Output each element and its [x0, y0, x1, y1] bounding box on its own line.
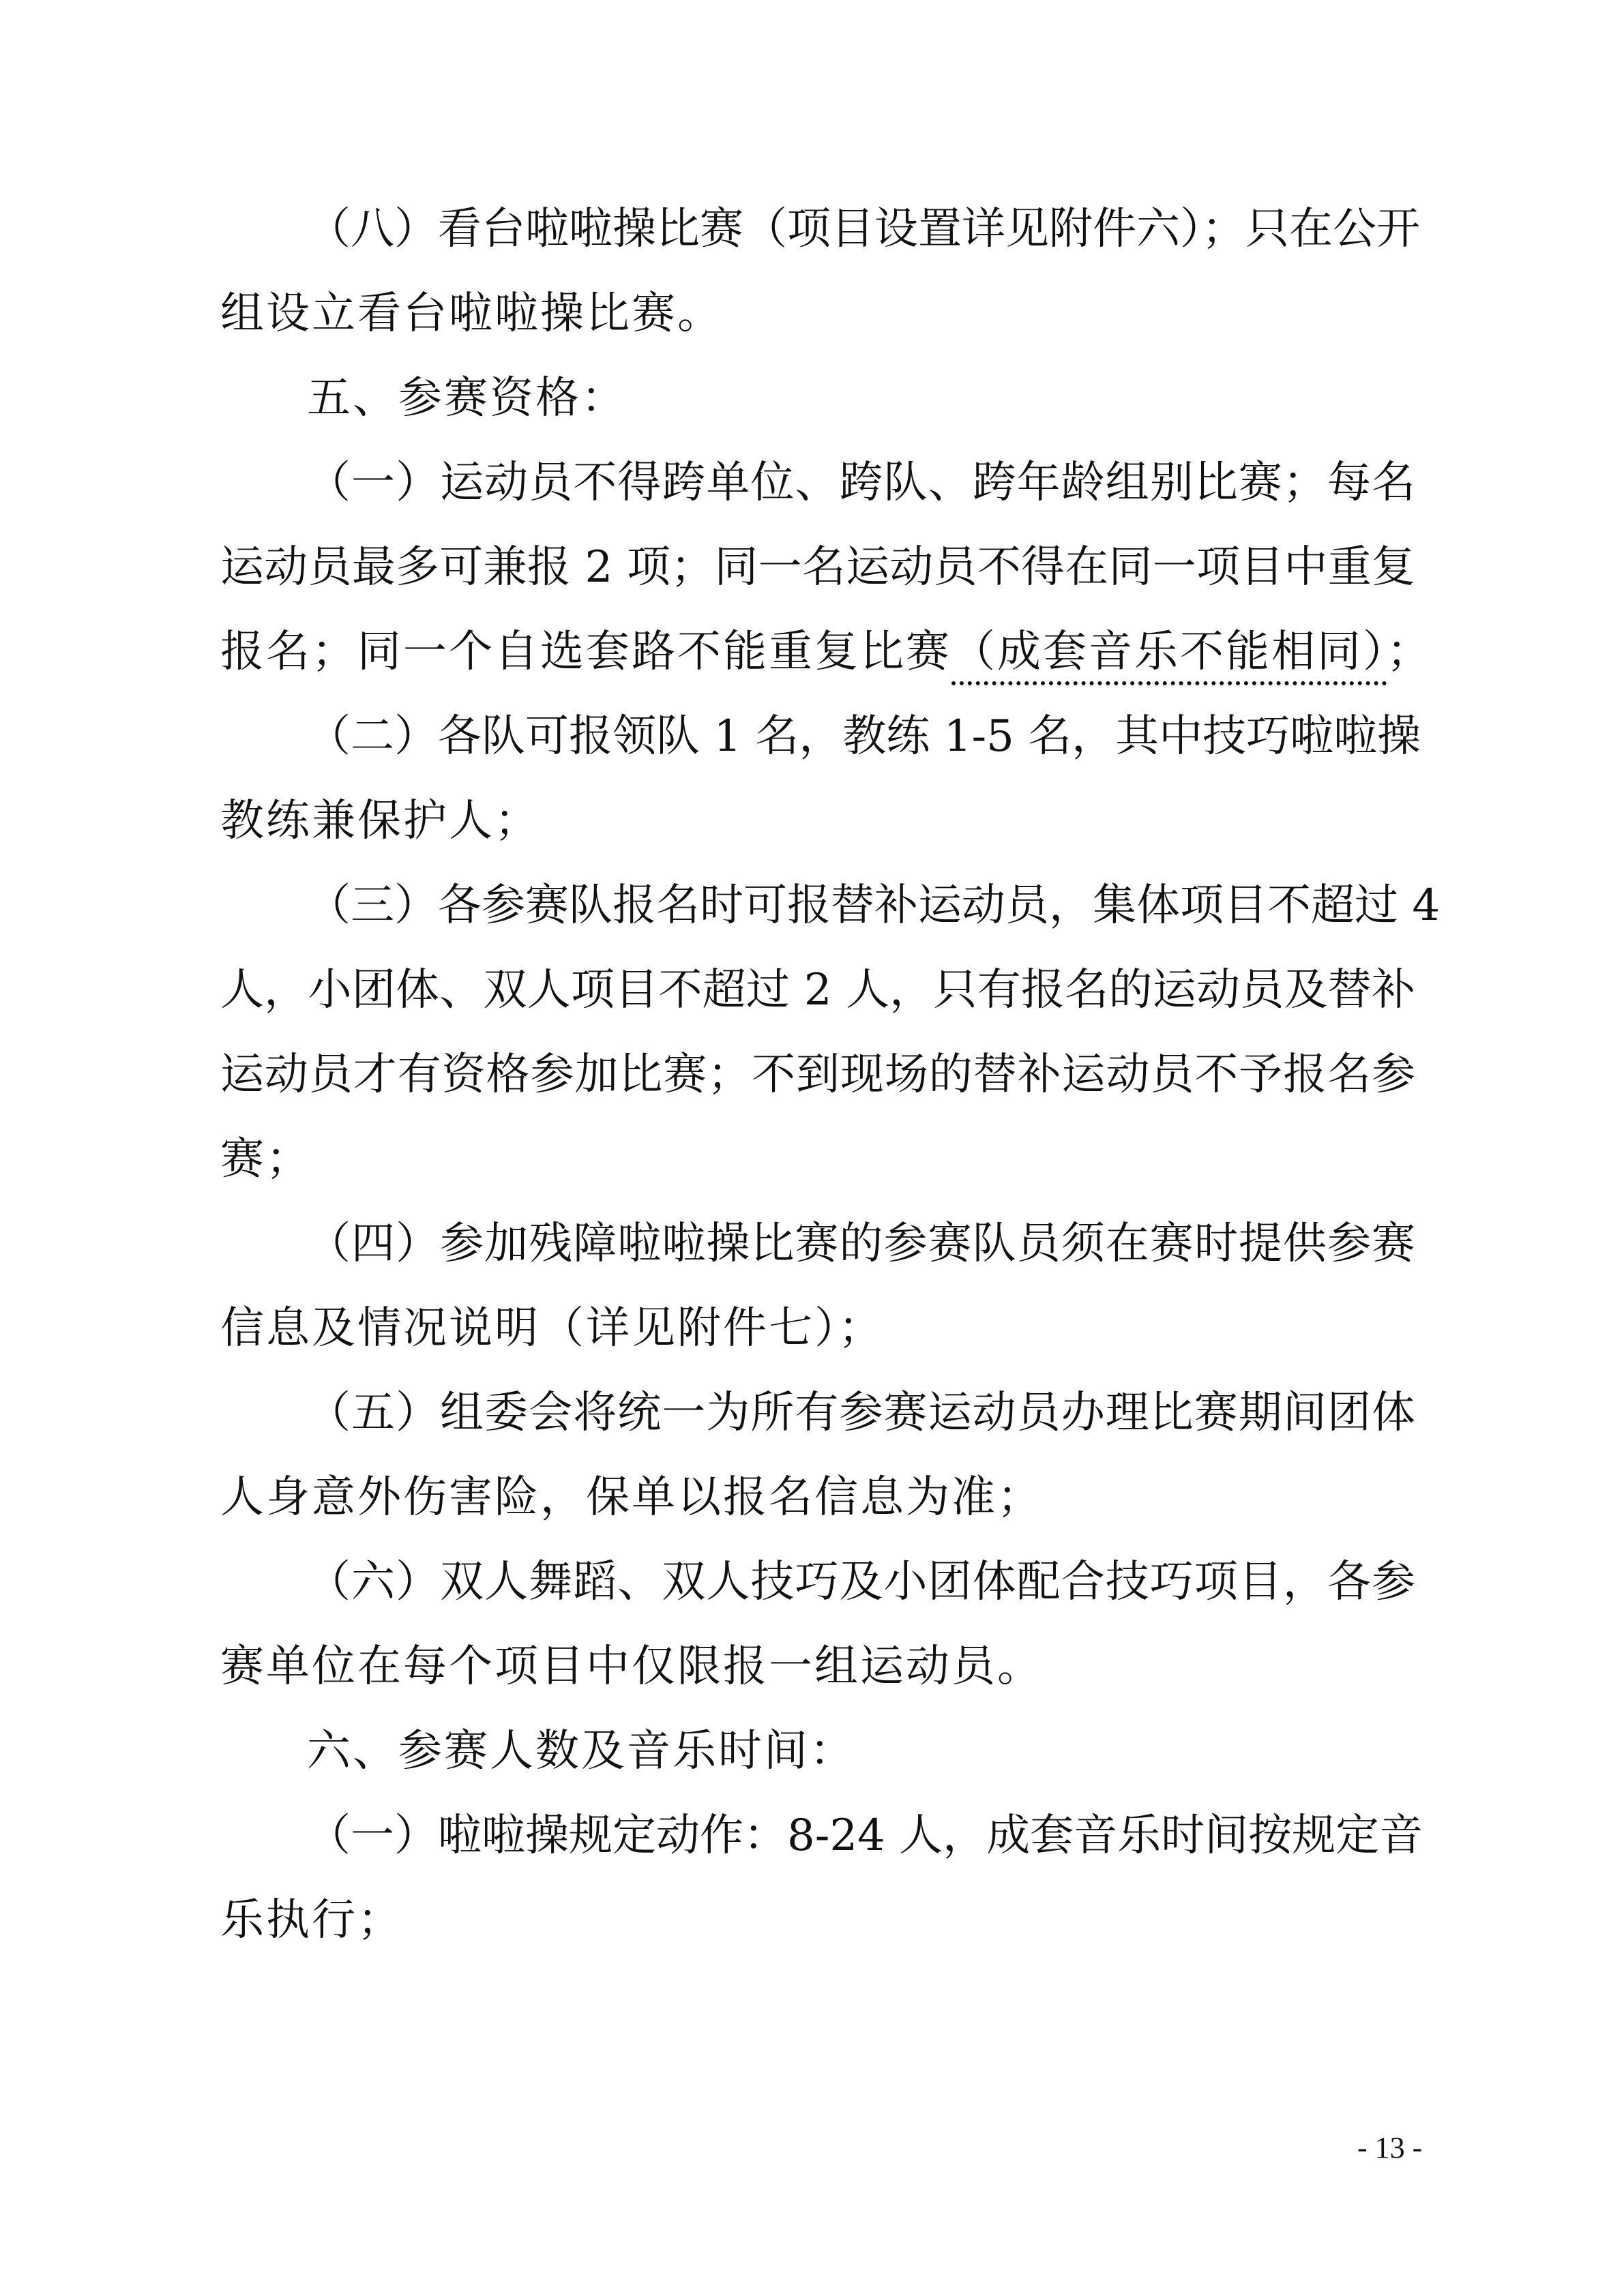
paragraph-line: （八）看台啦啦操比赛（项目设置详见附件六）；只在公开	[307, 204, 1420, 254]
paragraph-line: 运动员最多可兼报 2 项；同一名运动员不得在同一项目中重复	[220, 542, 1415, 593]
emphasis-text: （成套音乐不能相同）	[951, 627, 1387, 677]
section-heading: 五、参赛资格：	[307, 373, 627, 423]
paragraph-line: 教练兼保护人；	[220, 796, 540, 846]
paragraph-line: 人身意外伤害险，保单以报名信息为准；	[220, 1472, 1043, 1523]
paragraph-line: 赛；	[220, 1134, 312, 1184]
paragraph-line: （二）各队可报领队 1 名，教练 1-5 名，其中技巧啦啦操	[307, 711, 1421, 762]
paragraph-line: 组设立看台啦啦操比赛。	[220, 288, 723, 339]
paragraph-line: （四）参加残障啦啦操比赛的参赛队员须在赛时提供参赛	[307, 1219, 1415, 1269]
paragraph-line: 乐执行；	[220, 1895, 403, 1945]
paragraph-line: 人，小团体、双人项目不超过 2 人，只有报名的运动员及替补	[220, 965, 1415, 1015]
paragraph-line: 信息及情况说明（详见附件七）；	[220, 1303, 884, 1354]
paragraph-line	[220, 625, 1432, 679]
paragraph-line: （五）组委会将统一为所有参赛运动员办理比赛期间团体	[307, 1388, 1415, 1438]
paragraph-line: （一）运动员不得跨单位、跨队、跨年龄组别比赛；每名	[307, 458, 1415, 508]
paragraph-line: （一）啦啦操规定动作：8-24 人，成套音乐时间按规定音	[307, 1810, 1423, 1861]
paragraph-line: （三）各参赛队报名时可报替补运动员，集体项目不超过 4	[307, 880, 1441, 931]
line-end-punctuation: ；	[1387, 627, 1432, 677]
page-number: - 13 -	[1357, 2131, 1423, 2164]
paragraph-line: 运动员才有资格参加比赛；不到现场的替补运动员不予报名参	[220, 1049, 1415, 1100]
paragraph-text: 报名；同一个自选套路不能重复比赛	[220, 627, 951, 677]
paragraph-line: （六）双人舞蹈、双人技巧及小团体配合技巧项目，各参	[307, 1557, 1415, 1607]
paragraph-line: 赛单位在每个项目中仅限报一组运动员。	[220, 1641, 1043, 1692]
section-heading: 六、参赛人数及音乐时间：	[307, 1726, 855, 1776]
